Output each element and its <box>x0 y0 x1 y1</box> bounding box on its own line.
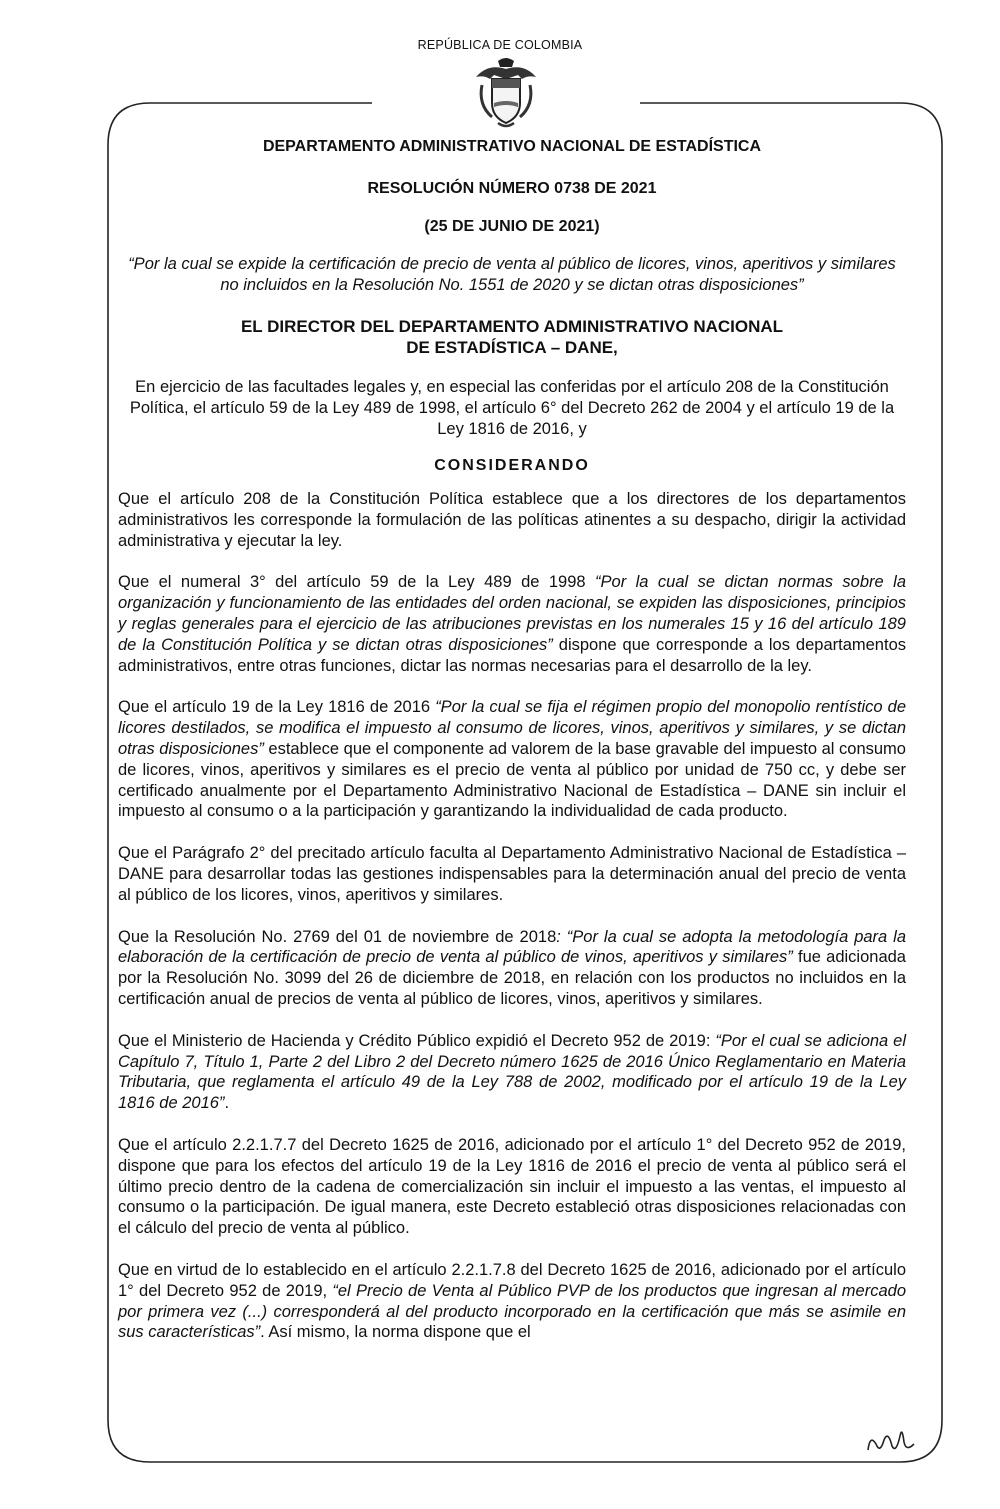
paragraph: Que el artículo 208 de la Constitución Política establece que a los directores de los departamentos administrativos les corresponde la formulación de las políticas atinentes a su despacho, dirigir la actividad administrativa y ejecutar la ley. <box>118 490 906 550</box>
republic-label: REPÚBLICA DE COLOMBIA <box>417 38 583 52</box>
coat-of-arms-icon <box>468 55 544 131</box>
department-heading: DEPARTAMENTO ADMINISTRATIVO NACIONAL DE ESTADÍSTICA <box>262 138 762 155</box>
resolution-epigraph: “Por la cual se expide la certificación de precio de venta al público de licores, vinos, aperitivos y similares no incluidos en la Resolución No. 1551 de 2020 y se dictan otras disposiciones” <box>128 255 896 294</box>
paragraph: Que el numeral 3° del artículo 59 de la Ley 489 de 1998 “Por la cual se dictan normas sobre la organización y funcionamiento de las entidades del orden nacional, se expiden las disposiciones, principios y reglas generales para el ejercicio de las atribuciones previstas en los numerales 15 y 16 del artículo 189 de la Constitución Política y se dictan otras disposiciones” dispone que corresponde a los departamentos administrativos, entre otras funciones, dictar las normas necesarias para el desarrollo de la ley. <box>118 573 906 675</box>
paragraph: Que el artículo 2.2.1.7.7 del Decreto 1625 de 2016, adicionado por el artículo 1° del Decreto 952 de 2019, dispone que para los efectos del artículo 19 de la Ley 1816 de 2016 el precio de venta al público será el último precio dentro de la cadena de comercialización sin incluir el impuesto a las ventas, el impuesto al consumo o la participación. De igual manera, este Decreto estableció otras disposiciones relacionadas con el cálculo del precio de venta al público. <box>118 1135 906 1238</box>
director-heading <box>118 316 906 358</box>
resolution-date: (25 DE JUNIO DE 2021) <box>424 218 600 235</box>
director-line-1: EL DIRECTOR DEL DEPARTAMENTO ADMINISTRATIVO NACIONAL <box>240 317 784 336</box>
paragraph: Que el artículo 19 de la Ley 1816 de 2016 “Por la cual se fija el régimen propio del monopolio rentístico de licores destilados, se modifica el impuesto al consumo de licores, vinos, aperitivos y similares, y se dictan otras disposiciones” establece que el componente ad valorem de la base gravable del impuesto al consumo de licores, vinos, aperitivos y similares es el precio de venta al público por unidad de 750 cc, y debe ser certificado anualmente por el Departamento Administrativo Nacional de Estadística – DANE sin incluir el impuesto al consumo o a la participación y garantizando la individualidad de cada producto. <box>118 698 906 821</box>
paragraph: Que el Parágrafo 2° del precitado artículo faculta al Departamento Administrativo Nacional de Estadística – DANE para desarrollar todas las gestiones indispensables para la determinación anual del precio de venta al público de los licores, vinos, aperitivos y similares. <box>118 844 906 904</box>
document-body <box>118 138 906 1360</box>
faculties-paragraph: En ejercicio de las facultades legales y, en especial las conferidas por el artículo 208 de la Constitución Política, el artículo 59 de la Ley 489 de 1998, el artículo 6° del Decreto 262 de 2004 y el artículo 19 de la Ley 1816 de 2016, y <box>129 378 895 438</box>
paragraph: Que la Resolución No. 2769 del 01 de noviembre de 2018: “Por la cual se adopta la metodología para la elaboración de la certificación de precio de venta al público de vinos, aperitivos y similares” fue adicionada por la Resolución No. 3099 del 26 de diciembre de 2018, en relación con los productos no incluidos en la certificación anual de precios de venta al público de licores, vinos, aperitivos y similares. <box>118 927 906 1008</box>
paragraph: Que en virtud de lo establecido en el artículo 2.2.1.7.8 del Decreto 1625 de 2016, adicionado por el artículo 1° del Decreto 952 de 2019, “el Precio de Venta al Público PVP de los productos que ingresan al mercado por primera vez (...) corresponderá al del producto incorporado en la certificación que más se asimile en sus características”. Así mismo, la norma dispone que el <box>118 1260 906 1342</box>
resolution-number: RESOLUCIÓN NÚMERO 0738 DE 2021 <box>367 180 657 197</box>
considerations-list <box>118 489 906 1343</box>
considerando-heading: CONSIDERANDO <box>434 457 590 474</box>
director-line-2: DE ESTADÍSTICA – DANE, <box>406 338 618 357</box>
paragraph: Que el Ministerio de Hacienda y Crédito Público expidió el Decreto 952 de 2019: “Por el cual se adiciona el Capítulo 7, Título 1, Parte 2 del Libro 2 del Decreto número 1625 de 2016 Único Reglamentario en Materia Tributaria, que reglamenta el artículo 49 de la Ley 788 de 2002, modificado por el artículo 19 de la Ley 1816 de 2016”. <box>118 1031 907 1113</box>
handwritten-initials <box>862 1418 922 1458</box>
